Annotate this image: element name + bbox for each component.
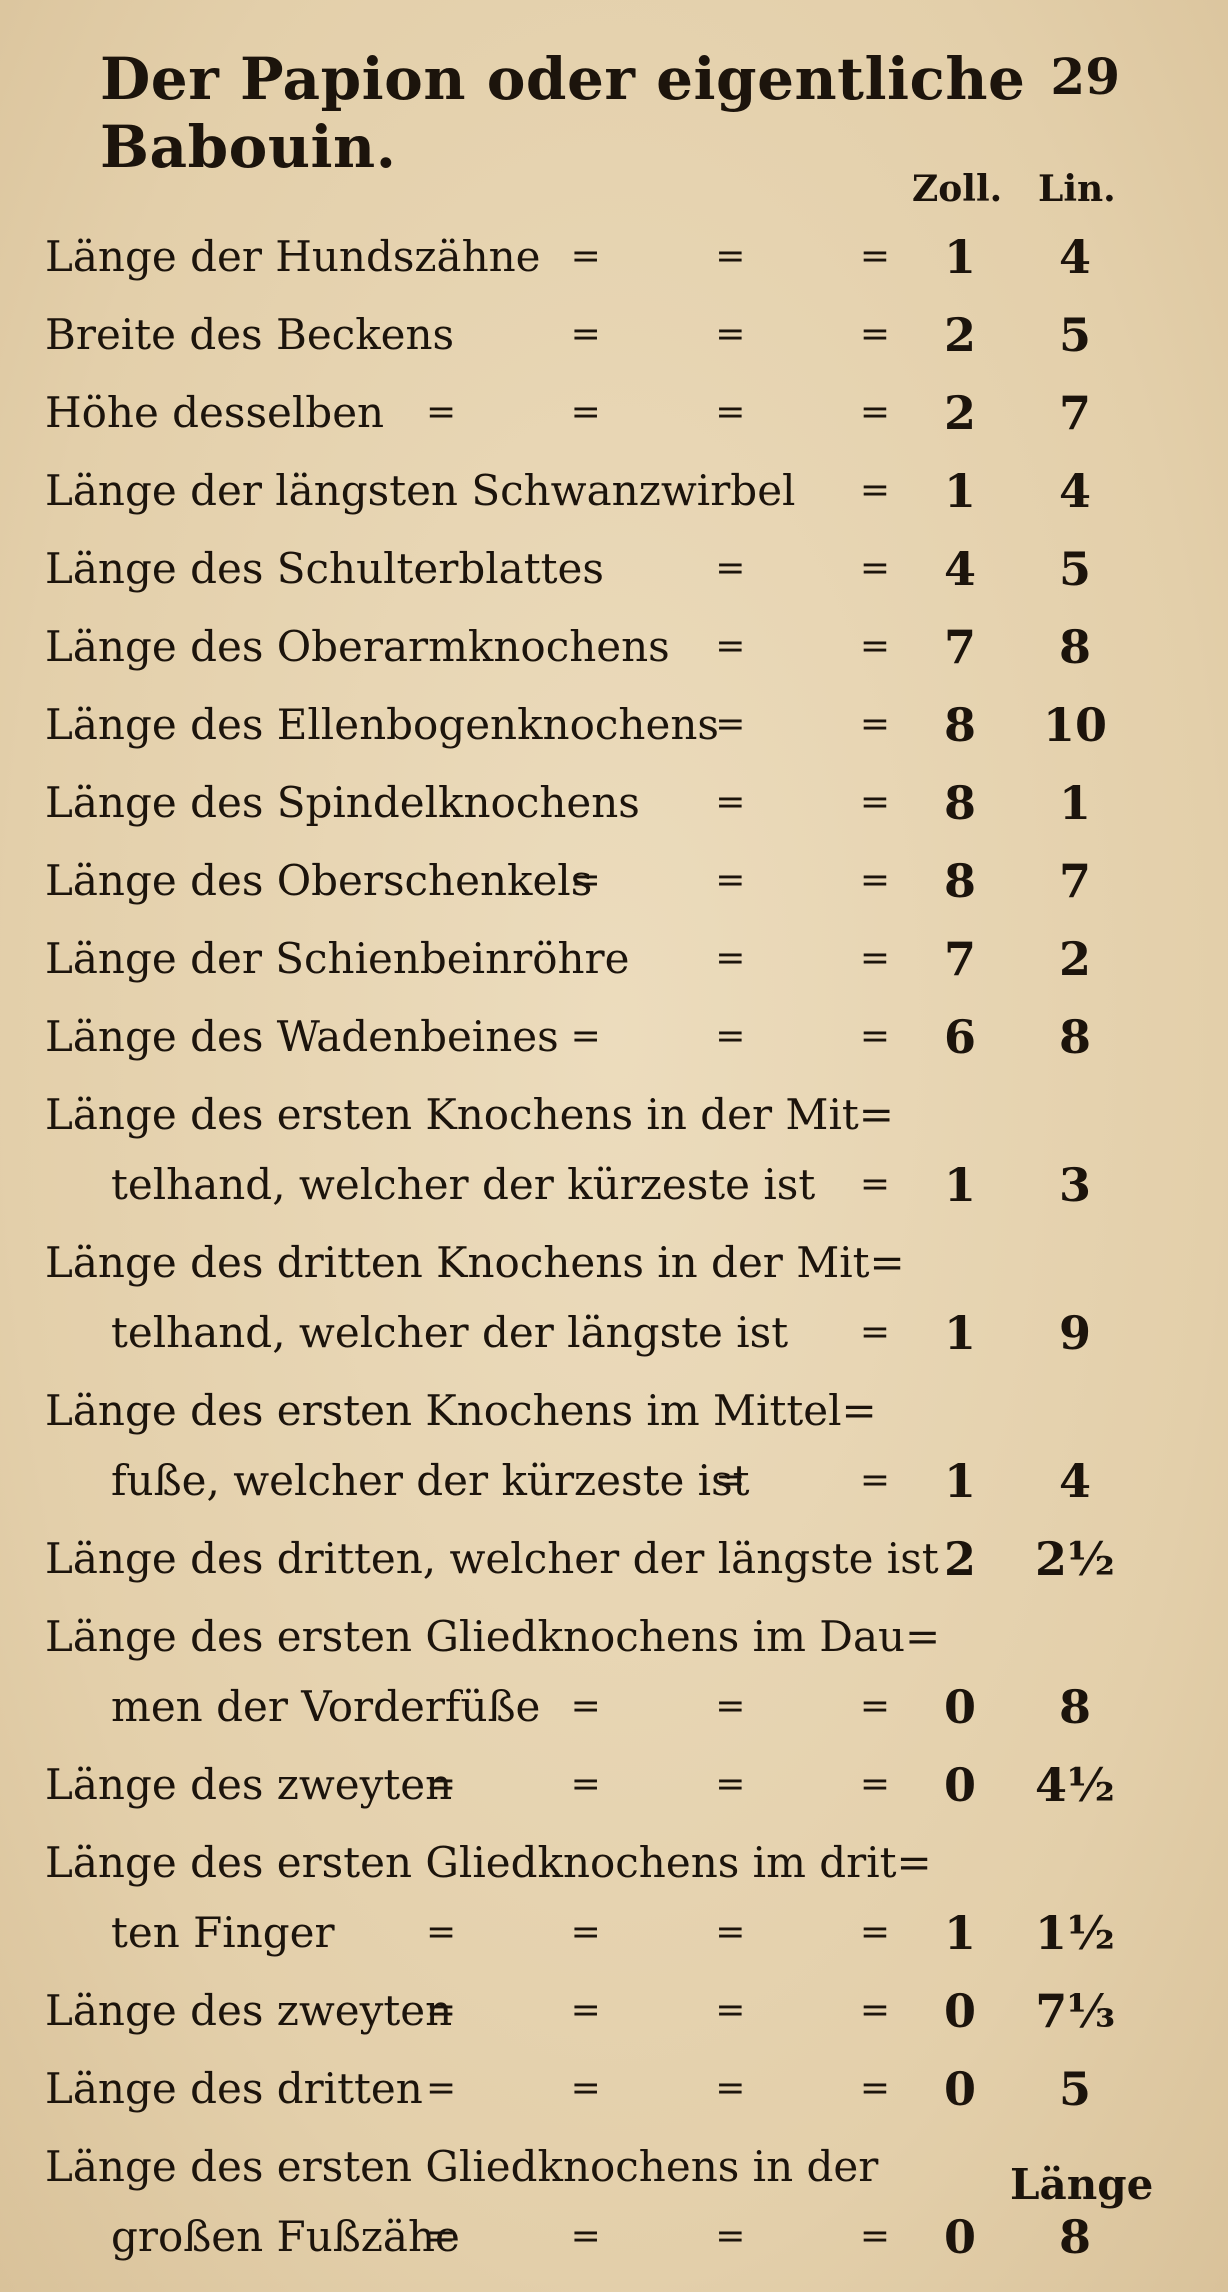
column-header-lin: Lin. bbox=[1038, 168, 1116, 210]
lin-value: 2½ bbox=[1035, 1532, 1115, 1586]
dot-leaders: = = bbox=[715, 938, 890, 979]
table-row bbox=[0, 300, 1228, 378]
row-label-line: Länge der Schienbeinröhre bbox=[45, 934, 630, 983]
dot-leaders: = = = bbox=[570, 860, 890, 901]
zoll-value: 1 bbox=[943, 1454, 976, 1508]
table-row bbox=[0, 456, 1228, 534]
table-row bbox=[0, 222, 1228, 300]
zoll-value: 6 bbox=[943, 1010, 976, 1064]
row-label-line: Länge des dritten bbox=[45, 2064, 423, 2113]
lin-value: 4 bbox=[1058, 464, 1091, 518]
row-label-line: Länge des zweyten bbox=[45, 1760, 453, 1809]
zoll-value: 1 bbox=[943, 230, 976, 284]
lin-value: 8 bbox=[1058, 2210, 1091, 2264]
table-row bbox=[0, 378, 1228, 456]
table-row bbox=[0, 612, 1228, 690]
row-label-line: Länge des Wadenbeines bbox=[45, 1012, 559, 1061]
dot-leaders: = bbox=[859, 1164, 890, 1205]
zoll-value: 2 bbox=[943, 308, 976, 362]
dot-leaders: = = = bbox=[570, 314, 890, 355]
row-label bbox=[45, 1080, 905, 1220]
running-header bbox=[100, 45, 1120, 181]
row-label-line: fuße, welcher der kürzeste ist bbox=[111, 1456, 750, 1505]
zoll-value: 4 bbox=[943, 542, 976, 596]
column-headers bbox=[900, 168, 1140, 218]
lin-value: 7 bbox=[1058, 854, 1091, 908]
zoll-value: 8 bbox=[943, 776, 976, 830]
table-row bbox=[0, 1080, 1228, 1228]
row-label-line: Länge des Oberschenkels bbox=[45, 856, 593, 905]
table-row bbox=[0, 846, 1228, 924]
lin-value: 8 bbox=[1058, 1680, 1091, 1734]
dot-leaders: = bbox=[859, 470, 890, 511]
zoll-value: 2 bbox=[943, 386, 976, 440]
row-label-line: Länge des ersten Gliedknochens im Dau= bbox=[45, 1612, 941, 1661]
zoll-value: 1 bbox=[943, 464, 976, 518]
table-row bbox=[0, 1376, 1228, 1524]
dot-leaders: = = = bbox=[570, 1016, 890, 1057]
table-row bbox=[0, 2054, 1228, 2132]
row-label-line: Breite des Beckens bbox=[45, 310, 455, 359]
table-row bbox=[0, 1750, 1228, 1828]
row-label bbox=[45, 1228, 905, 1368]
lin-value: 1 bbox=[1058, 776, 1091, 830]
zoll-value: 2 bbox=[943, 1532, 976, 1586]
page-title: Der Papion oder eigentliche Babouin. bbox=[100, 45, 1026, 181]
dot-leaders: = = = = bbox=[426, 1912, 890, 1953]
zoll-value: 0 bbox=[943, 2062, 976, 2116]
row-label-line: Länge des dritten Knochens in der Mit= bbox=[45, 1238, 905, 1287]
dot-leaders: = = bbox=[715, 548, 890, 589]
zoll-value: 1 bbox=[943, 1906, 976, 1960]
row-label-line: Länge der Hundszähne bbox=[45, 232, 541, 281]
lin-value: 4½ bbox=[1035, 1758, 1115, 1812]
dot-leaders: = = = bbox=[570, 236, 890, 277]
row-label-line: ten Finger bbox=[111, 1908, 335, 1957]
dot-leaders: = = = bbox=[570, 1686, 890, 1727]
table-row bbox=[0, 1602, 1228, 1750]
lin-value: 10 bbox=[1042, 698, 1107, 752]
column-header-zoll: Zoll. bbox=[912, 168, 1003, 210]
lin-value: 8 bbox=[1058, 620, 1091, 674]
row-label-line: Länge des ersten Knochens in der Mit= bbox=[45, 1090, 894, 1139]
lin-value: 3 bbox=[1058, 1158, 1091, 1212]
row-label-line: Länge des Spindelknochens bbox=[45, 778, 640, 827]
row-label-line: telhand, welcher der längste ist bbox=[111, 1308, 789, 1357]
lin-value: 5 bbox=[1058, 308, 1091, 362]
row-label-line: Länge des ersten Gliedknochens in der bbox=[45, 2142, 879, 2191]
zoll-value: 0 bbox=[943, 1984, 976, 2038]
catchword: Länge bbox=[1010, 2160, 1154, 2209]
dot-leaders: = = = = bbox=[426, 1990, 890, 2031]
zoll-value: 0 bbox=[943, 1758, 976, 1812]
lin-value: 9 bbox=[1058, 1306, 1091, 1360]
dot-leaders: = = bbox=[715, 1460, 890, 1501]
row-label-line: Länge der längsten Schwanzwirbel bbox=[45, 466, 796, 515]
table-row bbox=[0, 534, 1228, 612]
zoll-value: 8 bbox=[943, 854, 976, 908]
lin-value: 7 bbox=[1058, 386, 1091, 440]
row-label-line: Länge des Schulterblattes bbox=[45, 544, 604, 593]
dot-leaders: = = bbox=[715, 782, 890, 823]
dot-leaders: = = = = bbox=[426, 2216, 890, 2257]
table-row bbox=[0, 1828, 1228, 1976]
zoll-value: 1 bbox=[943, 1306, 976, 1360]
zoll-value: 8 bbox=[943, 698, 976, 752]
lin-value: 1½ bbox=[1035, 1906, 1115, 1960]
table-row bbox=[0, 1524, 1228, 1602]
lin-value: 5 bbox=[1058, 542, 1091, 596]
lin-value: 2 bbox=[1058, 932, 1091, 986]
dot-leaders: = = bbox=[715, 626, 890, 667]
table-row bbox=[0, 690, 1228, 768]
table-row bbox=[0, 924, 1228, 1002]
zoll-value: 0 bbox=[943, 2210, 976, 2264]
table-row bbox=[0, 768, 1228, 846]
row-label-line: Länge des dritten, welcher der längste ist bbox=[45, 1534, 939, 1583]
lin-value: 4 bbox=[1058, 230, 1091, 284]
page-number: 29 bbox=[1050, 47, 1120, 106]
row-label-line: Länge des ersten Gliedknochens im drit= bbox=[45, 1838, 932, 1887]
row-label-line: Länge des Ellenbogenknochens bbox=[45, 700, 719, 749]
dot-leaders: = = = = bbox=[426, 392, 890, 433]
dot-leaders: = = = = bbox=[426, 1764, 890, 1805]
table-row bbox=[0, 1002, 1228, 1080]
measurement-table bbox=[0, 222, 1228, 2280]
row-label bbox=[45, 456, 905, 526]
row-label-line: großen Fußzähe bbox=[111, 2212, 460, 2261]
lin-value: 7⅓ bbox=[1035, 1984, 1115, 2038]
lin-value: 4 bbox=[1058, 1454, 1091, 1508]
row-label-line: Höhe desselben bbox=[45, 388, 385, 437]
zoll-value: 0 bbox=[943, 1680, 976, 1734]
lin-value: 5 bbox=[1058, 2062, 1091, 2116]
zoll-value: 7 bbox=[943, 932, 976, 986]
table-row bbox=[0, 1976, 1228, 2054]
dot-leaders: = = = = bbox=[426, 2068, 890, 2109]
lin-value: 8 bbox=[1058, 1010, 1091, 1064]
row-label bbox=[45, 1524, 939, 1594]
dot-leaders: = = bbox=[715, 704, 890, 745]
zoll-value: 7 bbox=[943, 620, 976, 674]
row-label-line: Länge des Oberarmknochens bbox=[45, 622, 670, 671]
row-label-line: Länge des ersten Knochens im Mittel= bbox=[45, 1386, 877, 1435]
table-row bbox=[0, 1228, 1228, 1376]
row-label-line: telhand, welcher der kürzeste ist bbox=[111, 1160, 816, 1209]
dot-leaders: = bbox=[859, 1312, 890, 1353]
zoll-value: 1 bbox=[943, 1158, 976, 1212]
row-label-line: men der Vorderfüße bbox=[111, 1682, 541, 1731]
row-label-line: Länge des zweyten bbox=[45, 1986, 453, 2035]
